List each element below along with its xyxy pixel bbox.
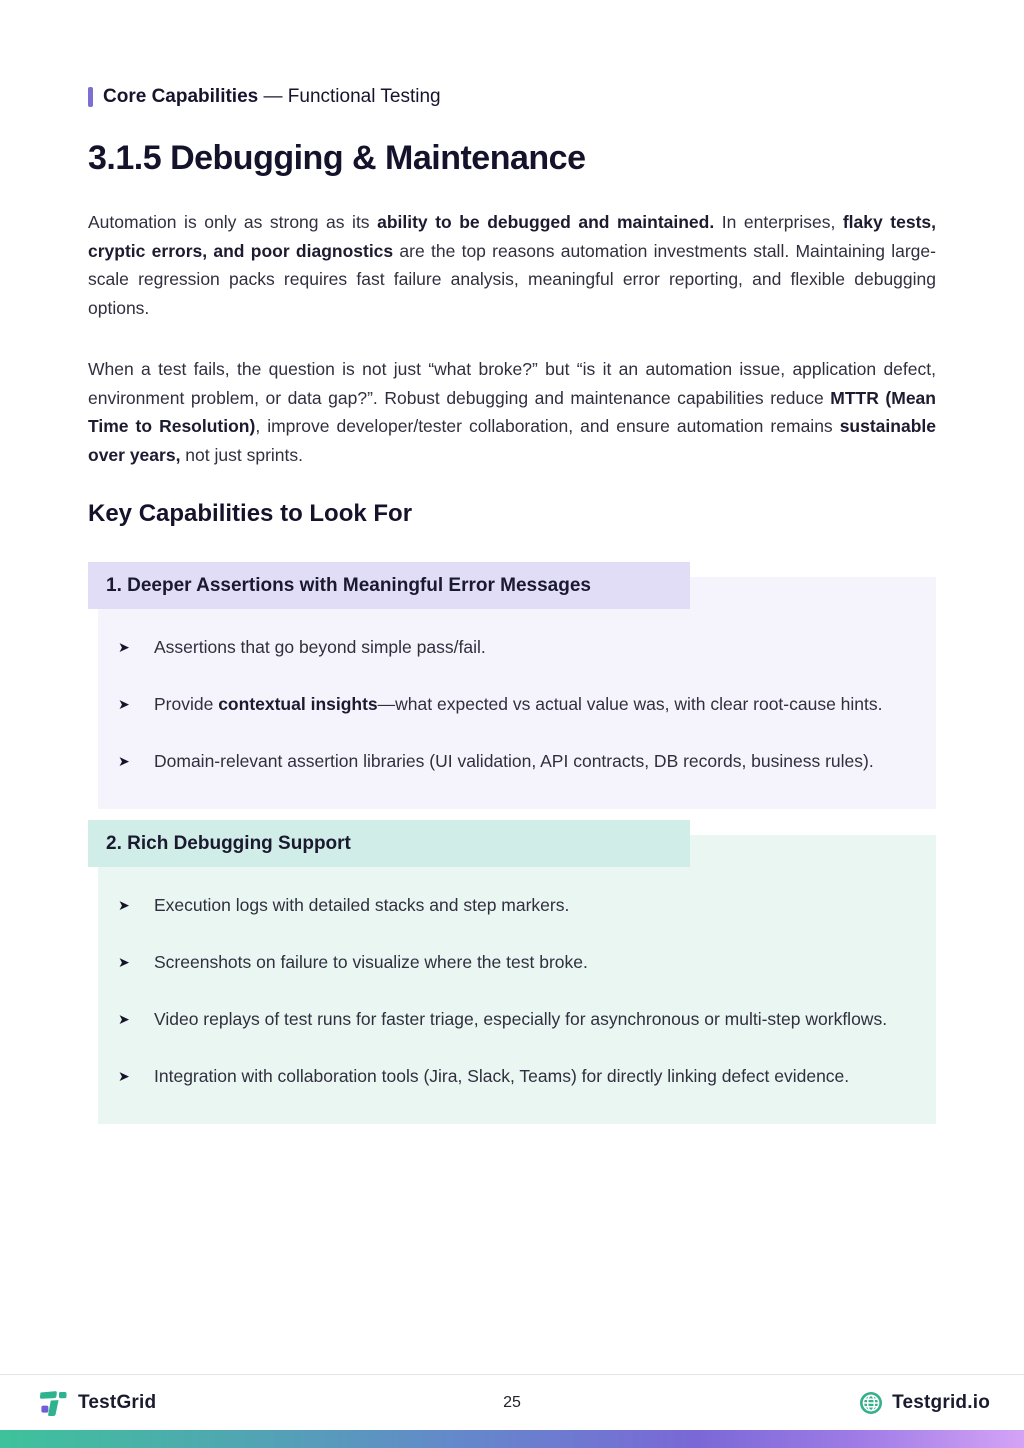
page-title: 3.1.5 Debugging & Maintenance: [88, 139, 586, 177]
arrow-bullet-icon: ➤: [118, 754, 130, 770]
footer-site: [859, 1391, 990, 1415]
footer-site-name: Testgrid.io: [892, 1391, 990, 1413]
arrow-bullet-icon: ➤: [118, 955, 130, 971]
callout-deeper-assertions: [98, 577, 936, 809]
page-footer: [0, 1374, 1024, 1430]
bullet-item: [118, 891, 898, 921]
section-heading: Key Capabilities to Look For: [88, 500, 413, 527]
bullet-text: Execution logs with detailed stacks and step markers.: [154, 895, 570, 915]
callout-bullet-list: [118, 891, 898, 1092]
globe-icon: [859, 1391, 883, 1415]
intro-paragraph: Automation is only as strong as its ability to be debugged and maintained. In enterprises, flaky tests, cryptic errors, and poor diagnostics are the top reasons automation investments stall. Maintaining large-scale regression packs requires fast failure analysis, meaningful error reporting, and flexible debugging options.: [88, 212, 936, 318]
bullet-item: [118, 690, 898, 720]
second-paragraph: When a test fails, the question is not just “what broke?” but “is it an automation issue, application defect, environment problem, or data gap?”. Robust debugging and maintenance capabilities reduce MTTR (Mean Time to Resolution), improve developer/tester collaboration, and ensure automation remains sustainable over years, not just sprints.: [88, 359, 936, 465]
page-number: 25: [503, 1393, 521, 1411]
footer-gradient-bar: [0, 1430, 1024, 1448]
bullet-text: Integration with collaboration tools (Jira, Slack, Teams) for directly linking defect evidence.: [154, 1066, 850, 1086]
arrow-bullet-icon: ➤: [118, 697, 130, 713]
arrow-bullet-icon: ➤: [118, 898, 130, 914]
bullet-text: Screenshots on failure to visualize where the test broke.: [154, 952, 588, 972]
bullet-text: Domain-relevant assertion libraries (UI validation, API contracts, DB records, business rules).: [154, 751, 874, 771]
arrow-bullet-icon: ➤: [118, 1012, 130, 1028]
bullet-item: [118, 633, 898, 663]
footer-brand: [38, 1388, 156, 1418]
bullet-item: [118, 1062, 898, 1092]
testgrid-logo-icon: [38, 1388, 68, 1418]
accent-bar: [88, 87, 93, 107]
callout-bullet-list: [118, 633, 898, 777]
callout-rich-debugging: [98, 835, 936, 1124]
arrow-bullet-icon: ➤: [118, 640, 130, 656]
bullet-text: Video replays of test runs for faster triage, especially for asynchronous or multi-step workflows.: [154, 1009, 888, 1029]
bullet-item: [118, 1005, 898, 1035]
arrow-bullet-icon: ➤: [118, 1069, 130, 1085]
callout-heading: 1. Deeper Assertions with Meaningful Error Messages: [88, 562, 690, 609]
bullet-text: Assertions that go beyond simple pass/fail.: [154, 637, 486, 657]
breadcrumb-text: Core Capabilities — Functional Testing: [103, 86, 441, 107]
bullet-item: [118, 747, 898, 777]
footer-brand-name: TestGrid: [78, 1391, 157, 1413]
callout-heading: 2. Rich Debugging Support: [88, 820, 690, 867]
bullet-item: [118, 948, 898, 978]
bullet-text: Provide contextual insights—what expected vs actual value was, with clear root-cause hints.: [154, 694, 883, 714]
breadcrumb: [88, 86, 936, 108]
